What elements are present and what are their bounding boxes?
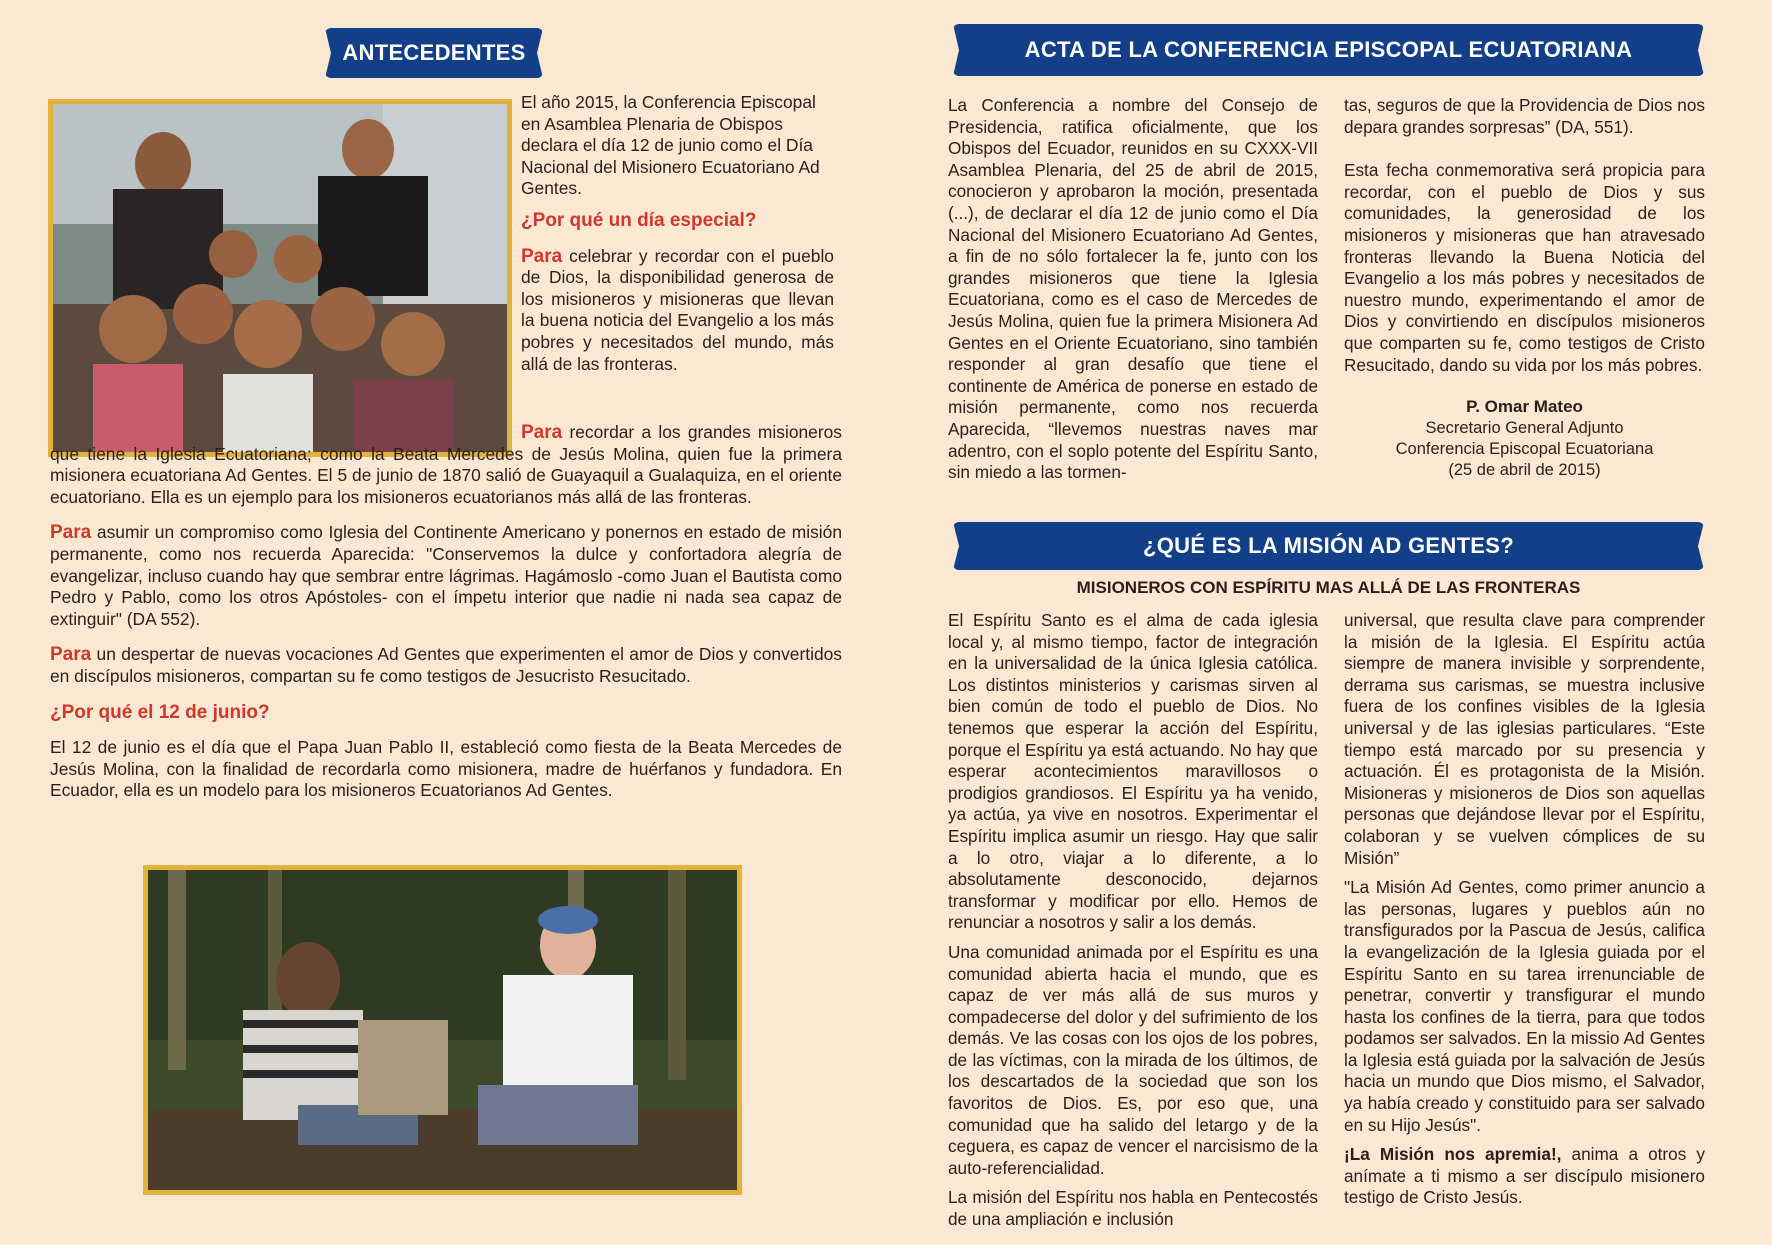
acta-column-1	[948, 95, 1318, 498]
mision-c1p1: El Espíritu Santo es el alma de cada iglesia local y, al mismo tiempo, factor de integración en la universalidad de la única Iglesia católica. Los distintos ministerios y carismas sirven al bien común de todo el pueblo de Dios. No tenemos que esperar la acción del Espíritu, porque el Espíritu ya está actuando. No hay que esperar acontecimientos maravillosos o prodigios grandiosos. El Espíritu ya ha venido, ya actúa, ya vive en nosotros. Experimentar el Espíritu implica asumir un riesgo. Hay que salir a lo otro, viajar a lo diferente, a lo absolutamente desconocido, dejarnos transformar y modificar por ello. Hemos de renunciar a nosotros y salir a los demás.	[948, 610, 1318, 933]
mision-apremia: ¡La Misión nos apremia!,	[1344, 1144, 1562, 1165]
mision-c1p2: Una comunidad animada por el Espíritu es una comunidad abierta hacia el mundo, que es capaz de ver más allá de sus muros y compadecerse del dolor y del sufrimiento de los demás. Ve las cosas con los ojos de los pobres, de las víctimas, con la mirada de los últimos, de los descartados de la sociedad que son los favoritos de Dios. Es, por eso que, una comunidad que ha salido del letargo y de la ceguera, es capaz de vencer el narcisismo de la auto-referencialidad.	[948, 941, 1318, 1178]
antecedentes-intro	[521, 92, 834, 389]
mision-c2p3	[1344, 1144, 1705, 1209]
mision-c2p1: universal, que resulta clave para comprender la misión de la Iglesia. El Espíritu actúa siempre de manera invisible y sorprendente, derrama sus carismas, se muestra inclusive fuera de los confines visibles de la Iglesia universal y de las iglesias particulares. “Este tiempo está marcado por su presencia y actuación. Él es protagonista de la Misión. Misioneras y misioneros de Dios son aquellas personas que dejándose llevar por el Espíritu, colaboran y se vuelven cómplices de su Misión”	[1344, 610, 1705, 868]
missionaries-photo-image	[148, 870, 737, 1190]
question-special-day: ¿Por qué un día especial?	[521, 209, 757, 231]
para-4-text: un despertar de nuevas vocaciones Ad Gentes que experimenten el amor de Dios y convertidos en discípulos misioneros, compartan su fe como testigos de Jesucristo Resucitado.	[50, 644, 842, 686]
mision-c1p3: La misión del Espíritu nos habla en Pentecostés de una ampliación e inclusión	[948, 1187, 1318, 1230]
para-1-text: celebrar y recordar con el pueblo de Dios, la disponibilidad generosa de los misioneros y misioneras que llevan la buena noticia del Evangelio a los más pobres y necesitados del mundo, más allá de las fronteras.	[521, 245, 834, 374]
para-2	[50, 422, 842, 508]
antecedentes-body	[50, 422, 842, 816]
question-june-12: ¿Por qué el 12 de junio?	[50, 701, 270, 723]
antecedentes-banner	[325, 28, 543, 78]
antecedentes-title: ANTECEDENTES	[342, 40, 526, 65]
acta-col2a-text: tas, seguros de que la Providencia de Dios nos depara grandes sorpresas” (DA, 551).	[1344, 95, 1705, 137]
acta-title: ACTA DE LA CONFERENCIA EPISCOPAL ECUATORIANA	[1024, 37, 1633, 62]
para-4	[50, 644, 842, 687]
para-word-1: Para	[521, 245, 563, 267]
missionaries-photo	[143, 865, 742, 1195]
para-3-text: asumir un compromiso como Iglesia del Continente Americano y ponernos en estado de misión permanente, como nos recuerda Aparecida: "Conservemos la dulce y confortadora alegría de evangelizar, incluso cuando hay que sembrar entre lágrimas. Hagámoslo -como Juan el Bautista como Pedro y Pablo, como los otros Apóstoles- con el ímpetu interior que nadie ni nada sea capaz de extinguir" (DA 552).	[50, 522, 842, 629]
signature-role: Secretario General Adjunto	[1425, 419, 1624, 438]
mision-title: ¿QUÉ ES LA MISIÓN AD GENTES?	[1142, 533, 1514, 558]
acta-column-2	[1344, 95, 1705, 481]
mision-column-2	[1344, 610, 1705, 1223]
para-word-3: Para	[50, 522, 92, 544]
para-2-text: recordar a los grandes misioneros que tiene la Iglesia Ecuatoriana; como la Beata Mercedes de Jesús Molina, quien fue la primera misionera ecuatoriana Ad Gentes. El 5 de junio de 1870 salió de Guayaquil a Gualaquiza, en el oriente ecuatoriano. Ella es un ejemplo para los misioneros ecuatorianos más allá de las fronteras.	[50, 422, 842, 507]
acta-col1-text: La Conferencia a nombre del Consejo de Presidencia, ratifica oficialmente, que los Obispos del Ecuador, reunidos en su CXXX-VII Asamblea Plenaria, del 25 de abril de 2015, conocieron y aprobaron la moción, presentada (...), de declarar el día 12 de junio como el Día Nacional del Misionero Ecuatoriano Ad Gentes, a fin de no sólo fortalecer la fe, junto con los grandes misioneros que tiene la Iglesia Ecuatoriana, como es el caso de Mercedes de Jesús Molina, quien fue la primera Misionera Ad Gentes en el Oriente Ecuatoriano, sino también responder al gran desafío que tiene el continente de América de ponerse en estado de misión permanente, como nos recuerda Aparecida, “llevemos nuestras naves mar adentro, con el soplo potente del Espíritu Santo, sin miedo a las tormen-	[948, 95, 1318, 483]
acta-col2b-text: Esta fecha conmemorativa será propicia para recordar, con el pueblo de Dios y sus comunidades, la generosidad de los misioneros y misioneras que han atravesado fronteras llevando la Buena Noticia del Evangelio a los más pobres y necesitados de nuestro mundo, experimentando el amor de Dios y convirtiendo en discípulos misioneros que comparten su fe, como testigos de Cristo Resucitado, dando su vida por los más pobres.	[1344, 160, 1705, 375]
para-word-4: Para	[50, 644, 92, 666]
mision-c2p2: "La Misión Ad Gentes, como primer anuncio a las personas, lugares y pueblos aún no transfigurados por la Pascua de Jesús, califica la evangelización de la Iglesia guiada por el Espíritu Santo en su tarea irrenunciable de penetrar, convertir y transfigurar el mundo hasta los confines de la tierra, para que todos podamos ser salvados. En la missio Ad Gentes la Iglesia está guiada por la salvación de Jesús hacia un mundo que Dios mismo, el Salvador, ya había creado y constituido para ser salvado en su Hijo Jesús".	[1344, 877, 1705, 1135]
para-1	[521, 246, 834, 376]
mision-subtitle: MISIONEROS CON ESPÍRITU MAS ALLÁ DE LAS FRONTERAS	[1076, 578, 1581, 597]
acta-banner	[953, 24, 1704, 76]
para-5: El 12 de junio es el día que el Papa Juan Pablo II, estableció como fiesta de la Beata Mercedes de Jesús Molina, con la finalidad de recordarla como misionera, madre de huérfanos y fundadora. En Ecuador, ella es un modelo para los misioneros Ecuatorianos Ad Gentes.	[50, 737, 842, 801]
intro-paragraph: El año 2015, la Conferencia Episcopal en Asamblea Plenaria de Obispos declara el día 12 de junio como el Día Nacional del Misionero Ecuatoriano Ad Gentes.	[521, 92, 820, 199]
signature-org: Conferencia Episcopal Ecuatoriana	[1395, 440, 1654, 459]
mision-banner	[953, 522, 1704, 570]
mision-c2p3-text: anima a otros y anímate a ti mismo a ser discípulo misionero testigo de Cristo Jesús.	[1344, 1144, 1705, 1208]
signature-name: P. Omar Mateo	[1466, 397, 1583, 417]
mision-column-1	[948, 610, 1318, 1245]
signature-date: (25 de abril de 2015)	[1448, 461, 1601, 480]
signature-block	[1344, 396, 1705, 481]
para-3	[50, 522, 842, 630]
children-photo-image	[53, 104, 507, 452]
children-photo	[48, 99, 512, 457]
para-word-2: Para	[521, 422, 563, 443]
